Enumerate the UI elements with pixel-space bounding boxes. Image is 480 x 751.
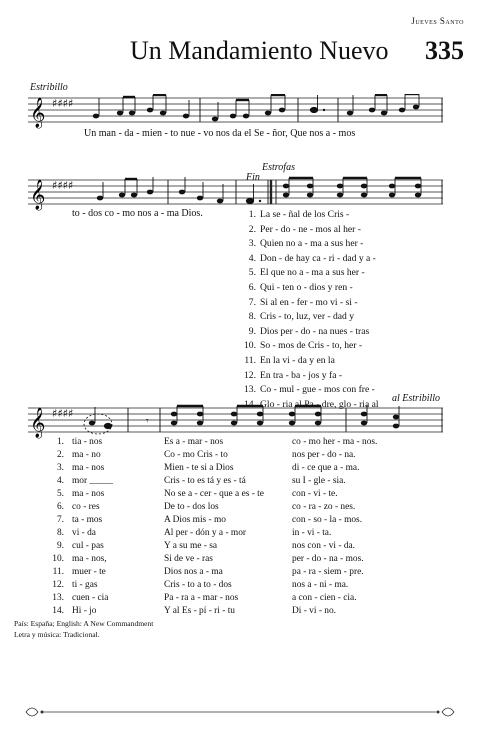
key-signature-icon: ♯♯♯♯ [52,407,74,420]
refrain-label: Estribillo [30,82,68,93]
hymn-number: 335 [425,36,464,65]
music-staff-2 [28,176,448,212]
strophe-row: 11. En la vi - da y en la [244,354,335,366]
rest-icon: 𝄾 [146,416,149,427]
strophe-row: 1. La se - ñal de los Cris - [248,209,350,220]
key-signature-icon: ♯♯♯♯ [52,97,74,110]
treble-clef-icon: 𝄞 [30,180,46,210]
music-staff-1 [28,94,448,130]
al-estribillo-label: al Estribillo [392,393,441,404]
strophe-row: 4. Don - de hay ca - ri - dad y a - [248,252,376,264]
key-signature-icon: ♯♯♯♯ [52,179,74,192]
credits-line-2: Letra y música: Tradicional. [14,630,100,639]
strophe-row: 3. Quien no a - ma a sus her - [248,238,364,250]
strophes-label: Estrofas [262,162,295,173]
strophes-middle [238,208,468,412]
credits [14,618,153,640]
strophe-row: 8. Cris - to, luz, ver - dad y [248,311,355,323]
hymn-title: Un Mandamiento Nuevo [130,36,389,65]
strophe-row: 7. Si al en - fer - mo vi - si - [248,296,358,308]
strophe-row: 5. El que no a - ma a sus her - [248,267,365,279]
staff-lines [28,408,443,432]
strophe-row: 10. So - mos de Cris - to, her - [244,340,363,352]
strophe-row: 14. Glo - ria al Pa - dre, glo - ria al [244,398,379,410]
strophes-end-table: 1. tia - nos Es a - mar - nos co - mo her - ma - nos. 2. ma - no Co - mo Cris - to nos per - do - na. 3. ma - nos Mien - te si a Dios di - ce que a - ma. 4. mor _____ Cris - to es tá y es - tá su I - gle - sia. 5. ma - nos No se a - cer - que a es - te con - vi - te. 6. co - res De to - dos los co - ra - zo - nes. 7. ta - mos A Dios mis - mo con - so - la - mos. 8. vi - da Al per - dón y a - mor in - vi - ta. 9. cul - pas Y a su me - sa nos con - vi - da. 10. ma - nos, Si de ve - ras per - do - na - mos. 11. muer - te Dios nos a - ma pa - ra - siem - pre. 12. ti - gas Cris - to a to - dos nos a - ni - ma. 13. cuen - cia Pa - ra a - mar - nos a con - cien - cia. 14. Hi - jo Y al Es - pí - ri - tu Di - vi - no. [52,437,378,616]
strophe-row: 2. Per - do - ne - mos al her - [248,223,361,235]
staff-lines [28,98,443,122]
refrain-lyric-line-1: Un man - da - mien - to nue - vo nos da el Se - ñor, Que nos a - mos [84,128,356,139]
decorative-flourish-icon [0,700,480,724]
credits-line-1: País: España; English: A New Commandment [14,619,154,628]
treble-clef-icon: 𝄞 [30,408,46,438]
notes-2 [97,177,442,204]
strophe-row: 9. Dios per - do - na nues - tras [248,325,370,337]
fin-label: Fin [246,172,260,183]
refrain-lyric-line-2: to - dos co - mo nos a - ma Dios. [72,208,203,219]
strophe-row: 12. En tra - ba - jos y fa - [244,369,343,381]
treble-clef-icon: 𝄞 [30,98,46,128]
section-label: Jueves Santo [411,16,464,26]
strophe-row: 6. Qui - ten o - dios y ren - [248,281,353,293]
music-staff-3 [28,404,448,440]
notes-3 [84,405,442,434]
strophe-row: 13. Co - mul - gue - mos con fre - [244,384,375,396]
